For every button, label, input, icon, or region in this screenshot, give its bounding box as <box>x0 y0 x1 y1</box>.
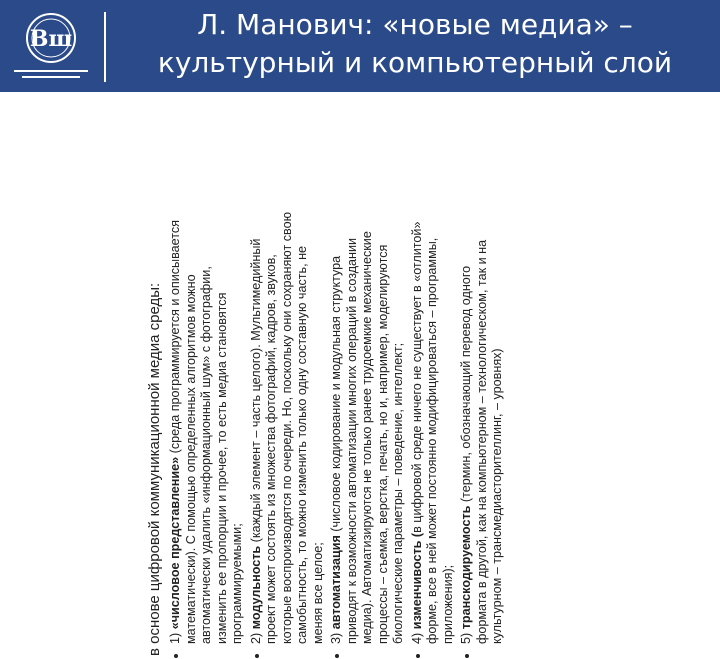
rotated-text-block <box>146 210 714 656</box>
term: изменчивость ( <box>409 532 424 630</box>
intro-text: в основе цифровой коммуникационной медиа среды: <box>146 282 163 656</box>
list-item: • 3) автоматизация (числовое кодирование и модульная структура приводят к возможности автоматизации многих операций в создании медиа). Автоматизируются не только ранее трудоемкие механические процессы – съемка, верстка, печать, но и, например, моделируются биологические параметры – поведение, интеллект; <box>329 210 407 644</box>
list-item: • 2) модульность (каждый элемент – часть целого). Мультимедийный проект может состоять из множества фотографий, кадров, звуков, которые воспроизводятся по очереди. Но, поскольку они сохраняют свою самобытность, то можно изменить только одну составную часть, не меняя все целое; <box>249 210 327 644</box>
list-item: • 1) «числовое представление» (среда программируется и описывается математически). С помощью определенных алгоритмов можно автоматически удалить «информационный шум» с фотографии, изменить ее пропорции и прочее, то есть медиа становятся программируемыми; <box>168 210 246 644</box>
feature-list <box>168 210 506 656</box>
list-item: • 4) изменчивость (в цифровой среде ничего не существует в «отлитой» форме, все в ней может постоянно модифицироваться – программы, приложения); <box>410 210 457 644</box>
term: транскодируемость <box>459 505 473 630</box>
list-item: • 5) транскодируемость (термин, обозначающий перевод одного формата в другой, как на компьютерном – технологическом, так и на культурном – трансмедиасторителлинг, – уровнях) <box>459 210 506 644</box>
svg-text:Вш: Вш <box>29 26 73 52</box>
term: модульность <box>248 545 263 630</box>
slide-header <box>0 0 720 92</box>
university-logo-icon <box>8 8 94 88</box>
term: автоматизация <box>329 535 343 630</box>
header-divider <box>104 12 106 82</box>
term: «числовое представление» <box>168 456 182 630</box>
slide-title: Л. Манович: «новые медиа» – культурный и компьютерный слой <box>157 8 673 79</box>
